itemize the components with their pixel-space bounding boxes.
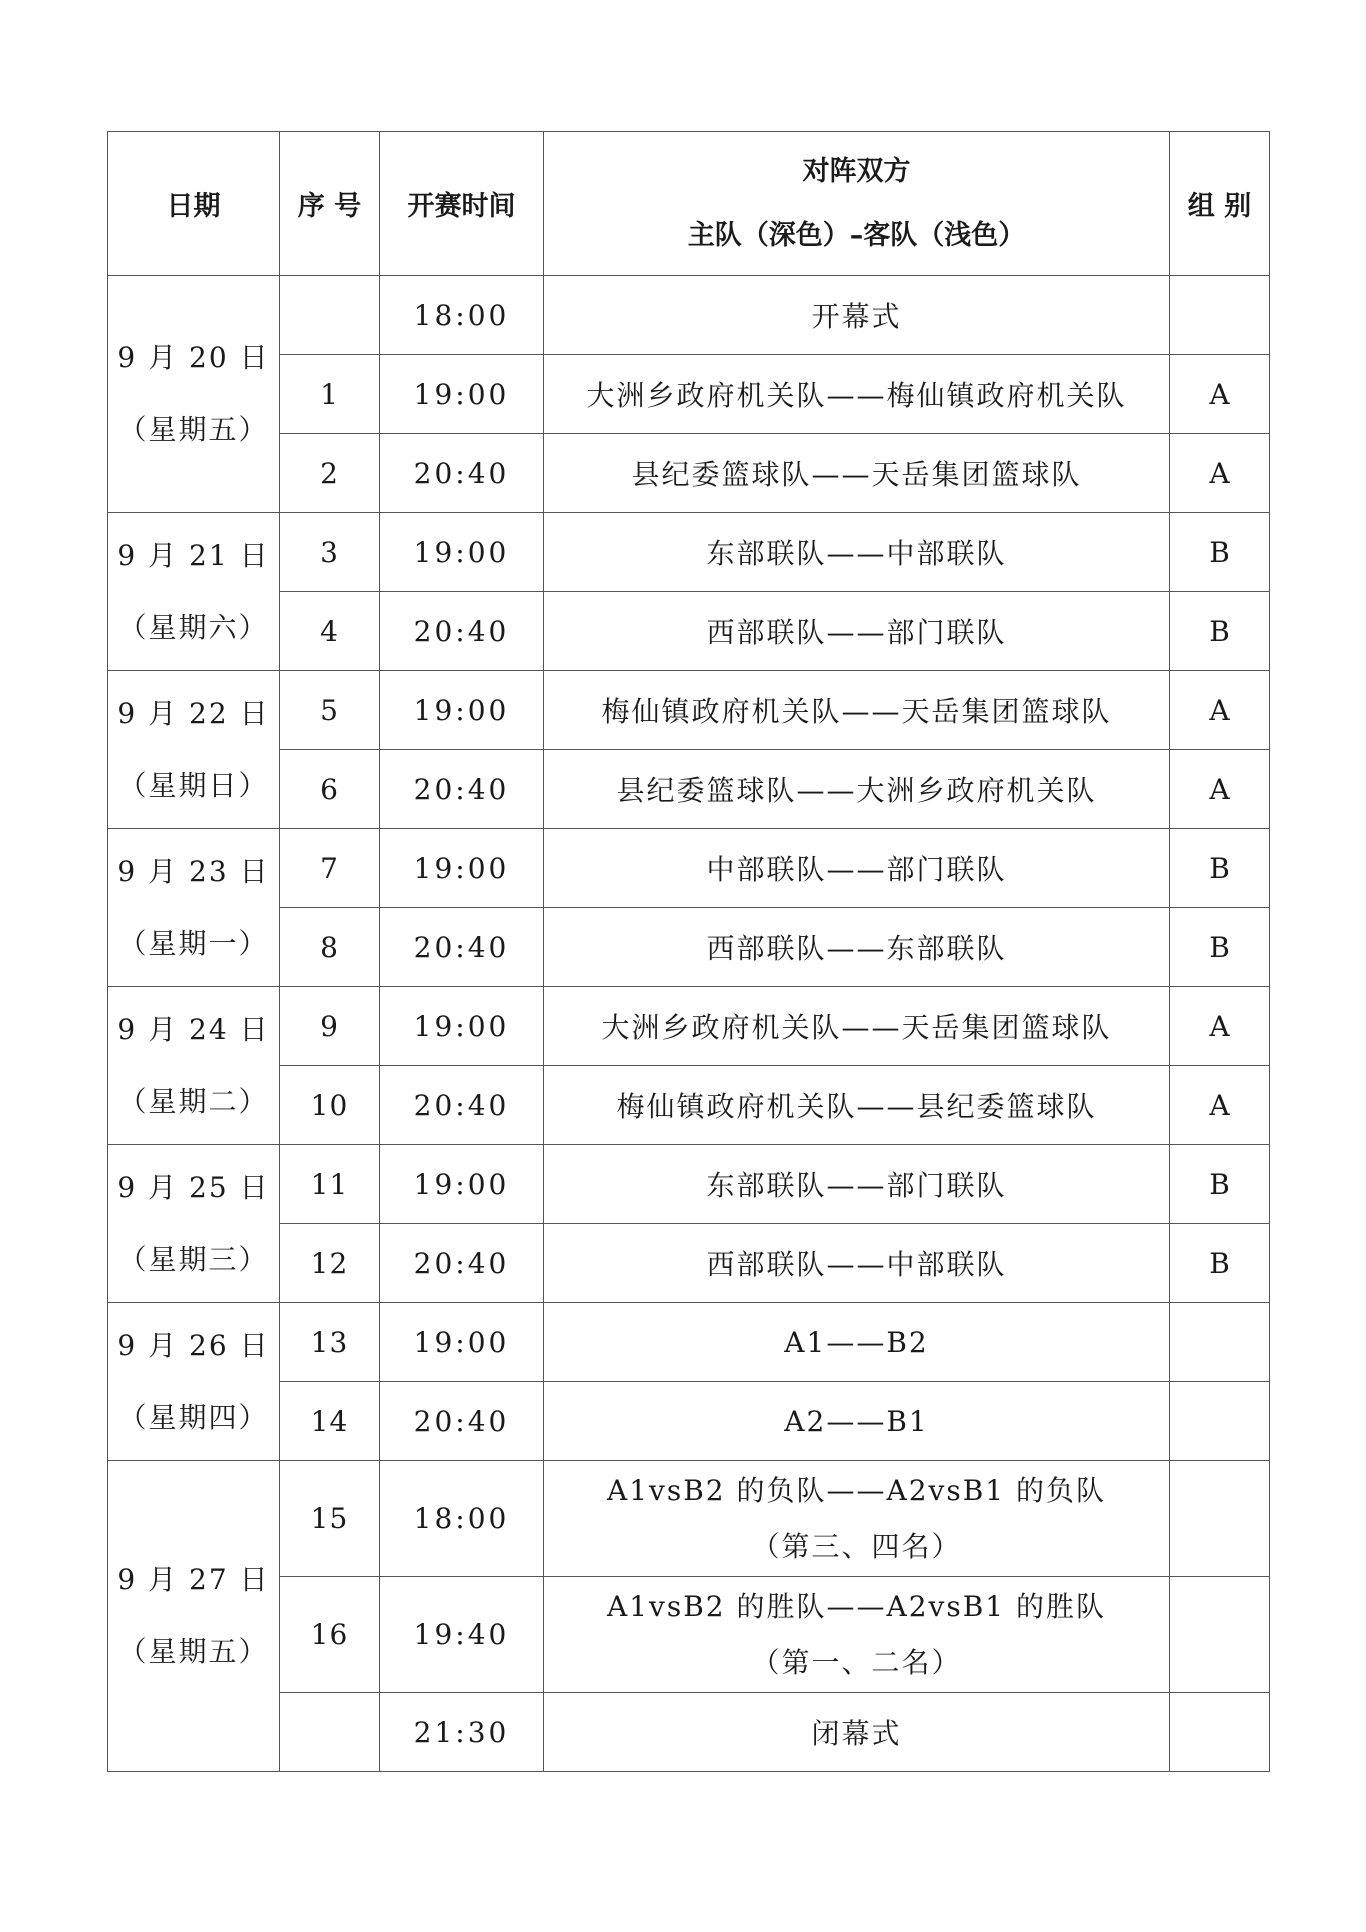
time-cell: 19:00: [380, 1303, 544, 1382]
match-text: A1vsB2 的负队——A2vsB1 的负队: [606, 1473, 1107, 1507]
seq-cell: 3: [280, 513, 380, 592]
match-note: （第一、二名）: [751, 1645, 962, 1679]
time-cell: 19:40: [380, 1577, 544, 1693]
match-cell: 县纪委篮球队——天岳集团篮球队: [544, 434, 1170, 513]
time-cell: 18:00: [380, 276, 544, 355]
seq-cell: 12: [280, 1224, 380, 1303]
match-cell: 大洲乡政府机关队——梅仙镇政府机关队: [544, 355, 1170, 434]
table-row: [108, 1224, 1270, 1303]
time-cell: 20:40: [380, 1382, 544, 1461]
match-cell: [544, 1461, 1170, 1577]
match-cell: [544, 1577, 1170, 1693]
date-text: 9 月 24 日: [117, 1012, 270, 1046]
table-row: [108, 276, 1270, 355]
match-cell: 梅仙镇政府机关队——县纪委篮球队: [544, 1066, 1170, 1145]
date-text: 9 月 20 日: [117, 341, 270, 374]
match-cell: 开幕式: [544, 276, 1170, 355]
table-row: [108, 1577, 1270, 1693]
time-cell: 19:00: [380, 829, 544, 908]
weekday-text: （星期五）: [118, 1635, 269, 1668]
seq-cell: 8: [280, 908, 380, 987]
header-match-line2: 主队（深色）–客队（浅色）: [687, 219, 1026, 251]
seq-cell: 6: [280, 750, 380, 829]
time-cell: 20:40: [380, 1224, 544, 1303]
seq-cell: [280, 1693, 380, 1772]
time-cell: 19:00: [380, 671, 544, 750]
group-cell: A: [1170, 671, 1270, 750]
match-note: （第三、四名）: [751, 1529, 962, 1563]
seq-cell: 15: [280, 1461, 380, 1577]
table-row: [108, 1145, 1270, 1224]
group-cell: A: [1170, 434, 1270, 513]
match-cell: 东部联队——部门联队: [544, 1145, 1170, 1224]
match-cell: 闭幕式: [544, 1693, 1170, 1772]
table-row: [108, 671, 1270, 750]
header-match: [544, 132, 1170, 276]
table-row: [108, 1066, 1270, 1145]
table-row: [108, 1693, 1270, 1772]
table-row: [108, 1382, 1270, 1461]
seq-cell: 11: [280, 1145, 380, 1224]
seq-cell: 5: [280, 671, 380, 750]
group-cell: B: [1170, 1224, 1270, 1303]
date-text: 9 月 25 日: [117, 1170, 270, 1204]
seq-cell: 1: [280, 355, 380, 434]
date-text: 9 月 22 日: [117, 696, 270, 730]
group-cell: [1170, 1693, 1270, 1772]
time-cell: 20:40: [380, 908, 544, 987]
group-cell: A: [1170, 987, 1270, 1066]
time-cell: 20:40: [380, 592, 544, 671]
date-text: 9 月 27 日: [117, 1563, 270, 1596]
seq-cell: 10: [280, 1066, 380, 1145]
seq-cell: 16: [280, 1577, 380, 1693]
time-cell: 18:00: [380, 1461, 544, 1577]
date-cell: [108, 513, 280, 671]
time-cell: 19:00: [380, 513, 544, 592]
header-group: 组 别: [1170, 132, 1270, 276]
match-cell: 县纪委篮球队——大洲乡政府机关队: [544, 750, 1170, 829]
match-cell: 西部联队——东部联队: [544, 908, 1170, 987]
weekday-text: （星期三）: [118, 1242, 269, 1276]
match-cell: 东部联队——中部联队: [544, 513, 1170, 592]
date-cell: [108, 276, 280, 513]
match-cell: 西部联队——中部联队: [544, 1224, 1170, 1303]
table-header-row: [108, 132, 1270, 276]
header-seq: 序 号: [280, 132, 380, 276]
date-cell: [108, 1145, 280, 1303]
time-cell: 19:00: [380, 355, 544, 434]
table-row: [108, 434, 1270, 513]
weekday-text: （星期日）: [118, 768, 269, 802]
weekday-text: （星期六）: [118, 610, 269, 644]
seq-cell: 2: [280, 434, 380, 513]
match-text: A1vsB2 的胜队——A2vsB1 的胜队: [606, 1589, 1107, 1623]
group-cell: [1170, 1382, 1270, 1461]
match-cell: 中部联队——部门联队: [544, 829, 1170, 908]
seq-cell: 13: [280, 1303, 380, 1382]
group-cell: A: [1170, 1066, 1270, 1145]
weekday-text: （星期二）: [118, 1084, 269, 1118]
seq-cell: 4: [280, 592, 380, 671]
table-row: [108, 987, 1270, 1066]
group-cell: B: [1170, 829, 1270, 908]
group-cell: B: [1170, 513, 1270, 592]
table-row: [108, 829, 1270, 908]
time-cell: 19:00: [380, 1145, 544, 1224]
seq-cell: [280, 276, 380, 355]
date-cell: [108, 987, 280, 1145]
group-cell: B: [1170, 908, 1270, 987]
time-cell: 20:40: [380, 750, 544, 829]
table-row: [108, 908, 1270, 987]
table-row: [108, 513, 1270, 592]
match-cell: A2——B1: [544, 1382, 1170, 1461]
time-cell: 20:40: [380, 1066, 544, 1145]
match-cell: 大洲乡政府机关队——天岳集团篮球队: [544, 987, 1170, 1066]
group-cell: B: [1170, 592, 1270, 671]
group-cell: [1170, 276, 1270, 355]
weekday-text: （星期一）: [118, 926, 269, 960]
match-cell: A1——B2: [544, 1303, 1170, 1382]
date-cell: [108, 1303, 280, 1461]
table-row: [108, 355, 1270, 434]
match-cell: 西部联队——部门联队: [544, 592, 1170, 671]
weekday-text: （星期五）: [118, 413, 269, 446]
seq-cell: 7: [280, 829, 380, 908]
group-cell: A: [1170, 750, 1270, 829]
seq-cell: 14: [280, 1382, 380, 1461]
date-text: 9 月 26 日: [117, 1328, 270, 1362]
date-cell: [108, 1461, 280, 1772]
date-text: 9 月 23 日: [117, 854, 270, 888]
seq-cell: 9: [280, 987, 380, 1066]
date-text: 9 月 21 日: [117, 538, 270, 572]
time-cell: 20:40: [380, 434, 544, 513]
weekday-text: （星期四）: [118, 1400, 269, 1434]
group-cell: [1170, 1303, 1270, 1382]
group-cell: B: [1170, 1145, 1270, 1224]
time-cell: 21:30: [380, 1693, 544, 1772]
header-time: 开赛时间: [380, 132, 544, 276]
header-match-line1: 对阵双方: [802, 155, 911, 187]
date-cell: [108, 671, 280, 829]
time-cell: 19:00: [380, 987, 544, 1066]
group-cell: [1170, 1461, 1270, 1577]
table-row: [108, 592, 1270, 671]
header-date: 日期: [108, 132, 280, 276]
table-row: [108, 750, 1270, 829]
table-row: [108, 1303, 1270, 1382]
match-cell: 梅仙镇政府机关队——天岳集团篮球队: [544, 671, 1170, 750]
match-schedule-table: [107, 131, 1270, 1772]
date-cell: [108, 829, 280, 987]
group-cell: [1170, 1577, 1270, 1693]
group-cell: A: [1170, 355, 1270, 434]
table-row: [108, 1461, 1270, 1577]
